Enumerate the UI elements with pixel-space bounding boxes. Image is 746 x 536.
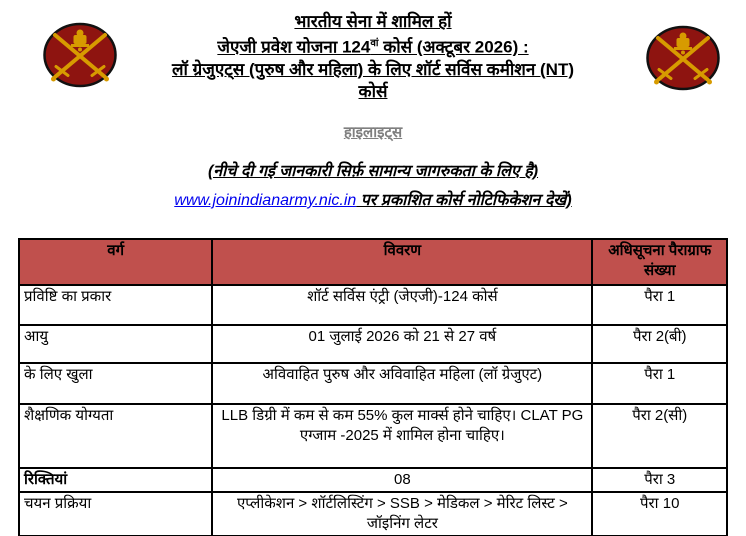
title-line-3: लॉ ग्रेजुएट्स (पुरुष और महिला) के लिए शॉर्ट सर्विस कमीशन (NT) bbox=[171, 59, 575, 79]
table-row bbox=[19, 468, 727, 492]
table-row bbox=[19, 285, 727, 325]
superscript-ordinal: वां bbox=[370, 38, 379, 49]
row-details: 01 जुलाई 2026 को 21 से 27 वर्ष bbox=[212, 325, 592, 363]
header-category: वर्ग bbox=[19, 239, 212, 285]
title-line-2: जेएजी प्रवेश योजना $124^{वां}$ कोर्स (अक्टूबर 2026) : bbox=[217, 37, 529, 57]
table-row bbox=[19, 325, 727, 363]
notice-line-1: (नीचे दी गई जानकारी सिर्फ़ सामान्य जागरुकता के लिए है) bbox=[207, 163, 539, 180]
notice-block bbox=[0, 157, 746, 215]
row-para: पैरा 1 bbox=[592, 285, 727, 325]
table-row bbox=[19, 363, 727, 404]
highlights-heading: हाइलाइट्स bbox=[343, 124, 403, 141]
row-category: शैक्षणिक योग्यता bbox=[19, 404, 212, 468]
row-details: अविवाहित पुरुष और अविवाहित महिला (लॉ ग्रेजुएट) bbox=[212, 363, 592, 404]
row-category: के लिए खुला bbox=[19, 363, 212, 404]
highlights-table bbox=[18, 238, 728, 536]
page-title bbox=[120, 11, 626, 103]
table-header-row bbox=[19, 239, 727, 285]
row-details: एप्लीकेशन > शॉर्टलिस्टिंग > SSB > मेडिकल > मेरिट लिस्ट > जॉइनिंग लेटर bbox=[212, 492, 592, 536]
row-para: पैरा 1 bbox=[592, 363, 727, 404]
title-line-4: कोर्स bbox=[358, 81, 388, 101]
header-details: विवरण bbox=[212, 239, 592, 285]
row-category: चयन प्रक्रिया bbox=[19, 492, 212, 536]
row-para: पैरा 2(बी) bbox=[592, 325, 727, 363]
row-details: 08 bbox=[212, 468, 592, 492]
table-row bbox=[19, 404, 727, 468]
row-details: शॉर्ट सर्विस एंट्री (जेएजी)-124 कोर्स bbox=[212, 285, 592, 325]
row-category: प्रविष्टि का प्रकार bbox=[19, 285, 212, 325]
row-para: पैरा 2(सी) bbox=[592, 404, 727, 468]
row-details: LLB डिग्री में कम से कम 55% कुल मार्क्स होने चाहिए। CLAT PG एग्जाम -2025 में शामिल होना चाहिए। bbox=[212, 404, 592, 468]
row-para: पैरा 10 bbox=[592, 492, 727, 536]
table-row bbox=[19, 492, 727, 536]
notice-line-2: www.joinindianarmy.nic.in पर प्रकाशित कोर्स नोटिफिकेशन देखें) bbox=[174, 192, 572, 209]
title-line-1: भारतीय सेना में शामिल हों bbox=[294, 12, 452, 31]
row-category: आयु bbox=[19, 325, 212, 363]
joinindianarmy-link[interactable]: www.joinindianarmy.nic.in bbox=[174, 192, 357, 209]
row-category: रिक्तियां bbox=[19, 468, 212, 492]
row-para: पैरा 3 bbox=[592, 468, 727, 492]
army-crest-right-icon bbox=[645, 25, 721, 93]
header-para-number: अधिसूचना पैराग्राफ संख्या bbox=[592, 239, 727, 285]
army-crest-left-icon bbox=[42, 22, 118, 90]
